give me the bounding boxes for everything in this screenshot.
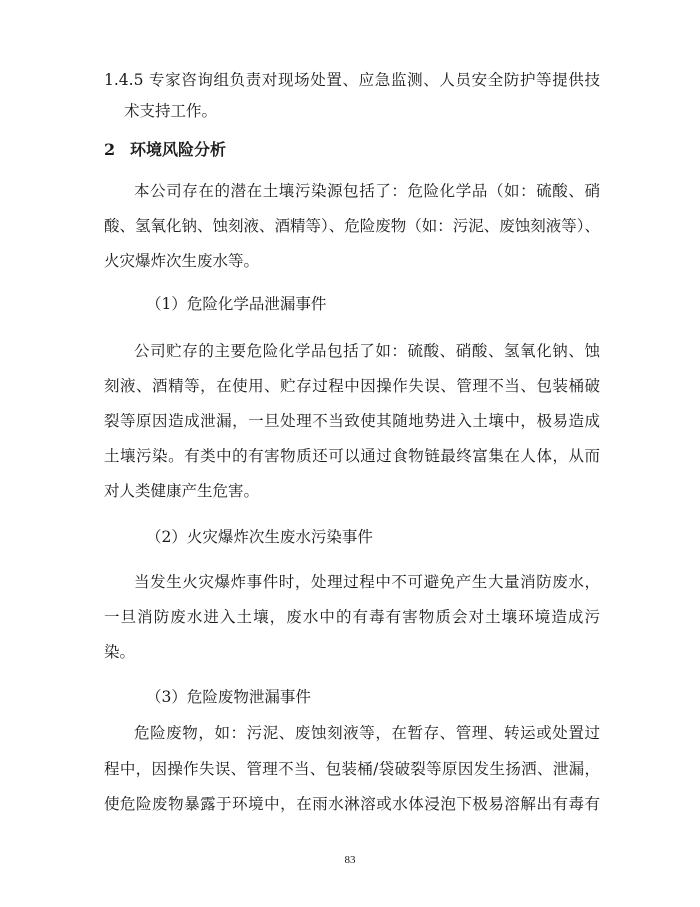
subsection-3-line-1: 危险废物，如：污泥、废蚀刻液等，在暂存、管理、转运或处置过 [134,724,600,742]
section-2-heading [104,140,226,160]
subsection-1-line-3: 裂等原因造成泄漏，一旦处理不当致使其随地势进入土壤中，极易造成 [104,412,600,430]
subsection-1-title: （1）危险化学品泄漏事件 [146,295,327,313]
subsection-3-line-2: 程中，因操作失误、管理不当、包装桶/袋破裂等原因发生扬洒、泄漏， [104,760,600,778]
subsection-1-line-5: 对人类健康产生危害。 [104,482,260,500]
section-2-number: 2 [104,140,116,159]
subsection-3-title: （3）危险废物泄漏事件 [146,688,311,706]
section-1-4-5-line-1: 1.4.5 专家咨询组负责对现场处置、应急监测、人员安全防护等提供技 [104,71,600,89]
subsection-1-line-2: 刻液、酒精等，在使用、贮存过程中因操作失误、管理不当、包装桶破 [104,377,600,395]
subsection-2-line-2: 一旦消防废水进入土壤，废水中的有毒有害物质会对土壤环境造成污 [104,608,600,626]
section-2-intro-line-2: 酸、氢氧化钠、蚀刻液、酒精等）、危险废物（如：污泥、废蚀刻液等）、 [104,217,601,235]
subsection-2-title: （2）火灾爆炸次生废水污染事件 [146,528,373,546]
section-2-intro-line-3: 火灾爆炸次生废水等。 [104,252,260,270]
subsection-2-line-1: 当发生火灾爆炸事件时，处理过程中不可避免产生大量消防废水， [134,573,600,591]
section-2-intro-line-1: 本公司存在的潜在土壤污染源包括了：危险化学品（如：硫酸、硝 [134,182,600,200]
subsection-1-line-1: 公司贮存的主要危险化学品包括了如：硫酸、硝酸、氢氧化钠、蚀 [134,342,600,360]
subsection-3-line-3: 使危险废物暴露于环境中，在雨水淋溶或水体浸泡下极易溶解出有毒有 [104,795,600,813]
page-number: 83 [344,854,356,866]
section-1-4-5-line-2: 术支持工作。 [124,102,218,120]
subsection-2-line-3: 染。 [104,643,136,661]
section-2-title: 环境风险分析 [130,140,227,159]
subsection-1-line-4: 土壤污染。有类中的有害物质还可以通过食物链最终富集在人体，从而 [104,447,600,465]
